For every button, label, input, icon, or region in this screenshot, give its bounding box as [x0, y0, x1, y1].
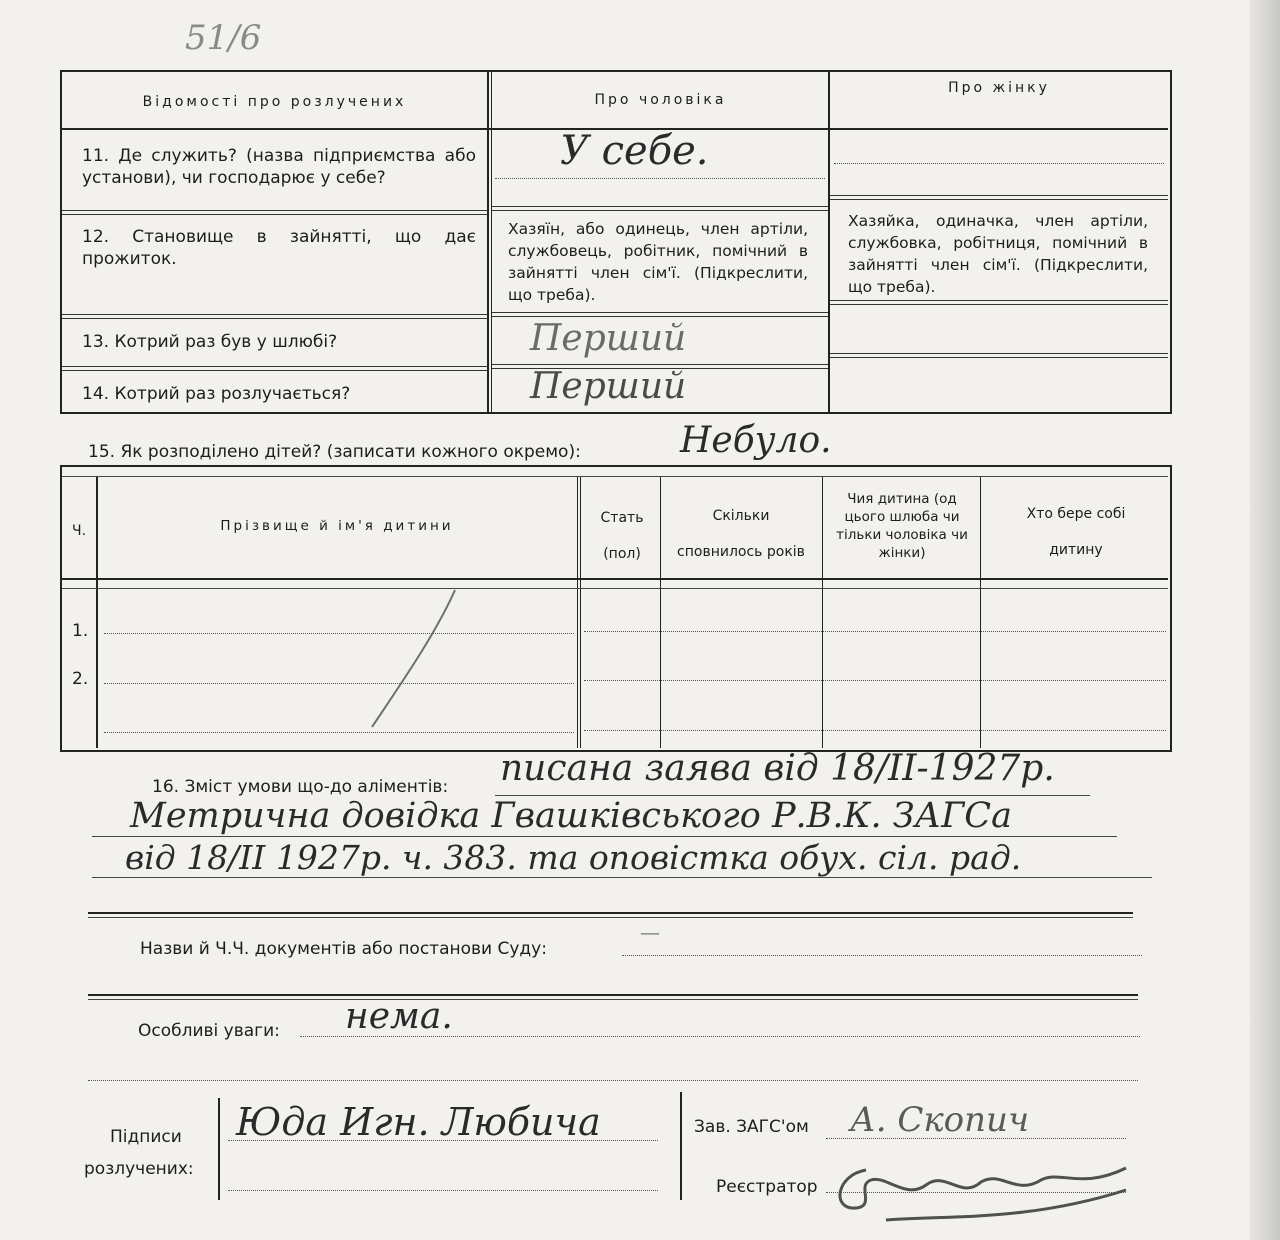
children-answer: Небуло.: [680, 420, 832, 461]
dotted-line: [622, 955, 1142, 956]
archive-mark: 51/6: [185, 18, 262, 58]
row-13-husband-value: Перший: [530, 318, 687, 359]
row-divider: [62, 366, 488, 371]
alimony-line-2: Метрична довідка Гвашківського Р.В.К. ЗАГСа: [130, 796, 1012, 836]
row-divider: [492, 312, 828, 317]
strike-through-mark: [360, 585, 470, 735]
children-question: 15. Як розподілено дітей? (записати кожного окремо):: [88, 442, 581, 462]
section-divider: [88, 912, 1133, 914]
child-row-number: 1.: [72, 621, 89, 641]
row-14-label: 14. Котрий раз розлучається?: [82, 384, 351, 404]
row-divider: [62, 210, 488, 215]
row-12-wife-options: Хазяйка, одиначка, член артіли, службовка, робітниця, помічний в зайнятті член сім'ї. (Підкреслити, що треба).: [848, 212, 1148, 296]
alimony-line-1: писана заява від 18/II-1927р.: [500, 748, 1055, 789]
signature-bracket: [218, 1098, 220, 1200]
header-top-line: [62, 476, 1168, 477]
dotted-line: [584, 631, 1166, 632]
col-sex: Стать (пол): [600, 510, 644, 562]
signatures-label-line-2: розлучених:: [84, 1159, 194, 1179]
row-14-husband-value: Перший: [530, 366, 687, 407]
row-11-husband-value: У себе.: [560, 128, 709, 174]
col-whose-child: Чия дитина (од цього шлюба чи тільки чоловіка чи жінки): [836, 491, 968, 561]
header-divider: [62, 588, 1168, 589]
row-divider: [830, 300, 1168, 305]
row-13-label: 13. Котрий раз був у шлюбі?: [82, 332, 338, 352]
registry-head-signature: А. Скопич: [850, 1100, 1030, 1140]
col-divider: [980, 476, 981, 748]
dotted-line: [104, 683, 574, 684]
col-child-name: Прізвище й ім'я дитини: [220, 518, 454, 534]
dotted-line: [104, 633, 574, 634]
row-divider: [492, 206, 828, 211]
row-12-label: 12. Становище в зайнятті, що дає прожиток.: [82, 227, 476, 269]
underline: [92, 877, 1152, 878]
header-divider: [62, 578, 1168, 580]
row-divider: [830, 353, 1168, 358]
col-custody: Хто бере собі дитину: [1026, 506, 1126, 558]
remarks-label: Особливі уваги:: [138, 1021, 280, 1041]
underline: [92, 836, 1117, 837]
col-divider: [828, 72, 830, 412]
col-divider: [577, 476, 578, 748]
dotted-line: [584, 730, 1166, 731]
alimony-line-3: від 18/II 1927р. ч. 383. та оповістка обух. сіл. рад.: [125, 838, 1022, 877]
signatures-label-line-1: Підписи: [110, 1127, 182, 1147]
row-divider: [830, 195, 1168, 200]
col-number: Ч.: [71, 523, 87, 539]
registrar-label: Реєстратор: [716, 1177, 818, 1197]
row-11-label: 11. Де служить? (назва підприємства або установи), чи господарює у себе?: [82, 146, 476, 188]
dotted-line: [495, 178, 825, 179]
col-divider: [660, 476, 661, 748]
row-divider: [62, 314, 488, 319]
dotted-line: [228, 1190, 658, 1191]
header-about-divorced: Відомості про розлучених: [142, 94, 407, 110]
page-edge: [1250, 0, 1280, 1240]
col-divider: [491, 72, 492, 412]
alimony-label: 16. Зміст умови що-до аліментів:: [152, 777, 449, 797]
documents-label: Назви й Ч.Ч. документів або постанови Суду:: [140, 939, 547, 959]
header-about-husband: Про чоловіка: [594, 92, 727, 108]
section-divider: [88, 994, 1138, 996]
col-divider: [822, 476, 823, 748]
header-about-wife: Про жінку: [948, 80, 1050, 96]
col-divider: [96, 476, 98, 748]
signature-divider: [680, 1092, 682, 1200]
dotted-line: [104, 732, 574, 733]
dotted-line: [584, 680, 1166, 681]
child-row-number: 2.: [72, 669, 89, 689]
col-divider: [487, 72, 489, 412]
col-divider: [580, 476, 581, 748]
dotted-line: [834, 163, 1164, 164]
divorcee-signature: Юда Игн. Любича: [236, 1100, 601, 1144]
dotted-line: [88, 1080, 1138, 1081]
remarks-value: нема.: [345, 996, 453, 1037]
registrar-signature: [826, 1130, 1146, 1230]
section-divider: [88, 999, 1138, 1000]
dotted-line: [228, 1140, 658, 1141]
col-age: Скільки сповнилось років: [677, 508, 805, 560]
registry-head-label: Зав. ЗАГС'ом: [694, 1117, 809, 1137]
row-12-husband-options: Хазяїн, або одинець, член артіли, службовець, робітник, помічний в зайнятті член сім'ї. (Підкреслити, що треба).: [508, 220, 808, 304]
documents-value: —: [640, 920, 660, 944]
section-divider: [88, 917, 1133, 918]
dotted-line: [826, 1192, 1126, 1193]
dotted-line: [300, 1036, 1140, 1037]
